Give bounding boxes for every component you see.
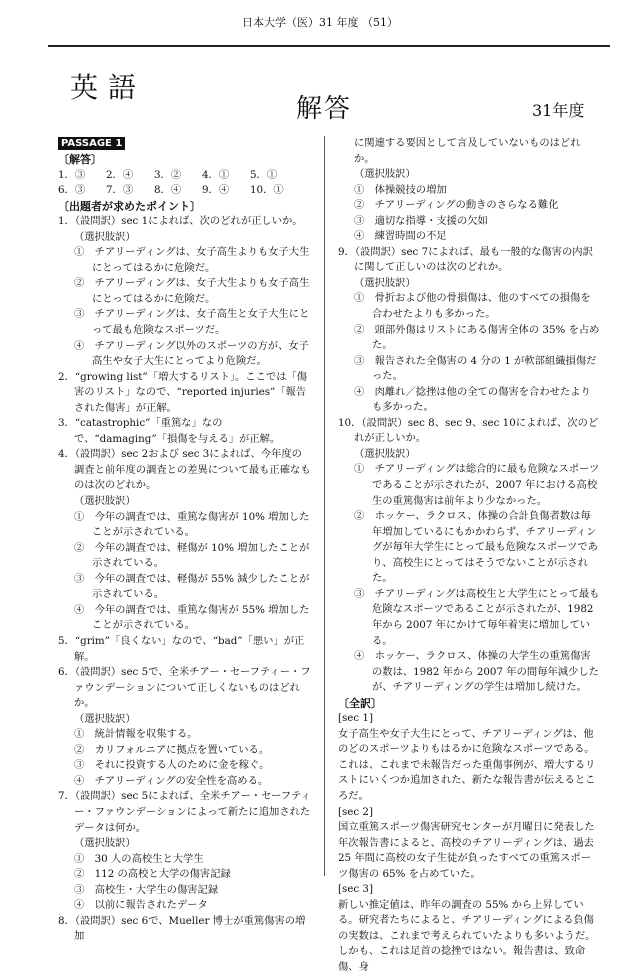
answer-item: 10．① [250,184,284,197]
question-item: 6．（設問訳）sec 5で、全米チアー・セーフティー・ファウンデーションについて正しくないものはどれか。 [58,666,311,710]
option-item: ② チアリーディングは、女子大生よりも女子高生にとってはるかに危険だ。 [74,277,310,305]
answer-item: 6．③ [58,184,86,197]
answer-item: 8．④ [154,184,182,197]
answer-item: 3．② [154,168,182,181]
page-header: 日本大学（医）31 年度 （51） [242,16,398,29]
answer-item: 5．① [250,168,278,181]
option-item: ④ 練習時間の不足 [354,230,447,243]
option-item: ③ 今年の調査では、軽傷が 55% 減少したことが示されている。 [74,572,310,601]
question-item: 8．（設問訳）sec 6で、Mueller 博士が重篤傷害の増加 [58,914,306,943]
option-item: ② カリフォルニアに拠点を置いている。 [74,743,270,756]
sub-label: （選択肢訳） [354,276,416,289]
question-item: 1．（設問訳）sec 1によれば、次のどれが正しいか。 [58,215,303,228]
left-column [58,136,312,945]
section-heading: 〔全訳〕 [338,696,382,710]
translation-paragraph: 国立重篤スポーツ傷害研究センターが月曜日に発表した年次報告書によると、高校のチアリーディングは、過去 25 年間に高校の女子生徒が負ったすべての重篤スポーツ傷害の 65% を占めていた。 [338,821,595,880]
option-item: ② 今年の調査では、軽傷が 10% 増加したことが示されている。 [74,541,310,570]
answer-item: 4．① [202,168,230,181]
translation-paragraph: 新しい推定値は、昨年の調査の 55% から上昇している。研究者たちによると、チアリーディングによる負傷の実数は、これまで考えられていたよりも多いようだ。しかも、これは足首の捻挫ではない。報告書は、致命傷、身 [338,898,596,973]
passage-label: PASSAGE 1 [58,137,125,150]
question-item: 2．“growing list”「増大するリスト」。ここでは「傷害のリスト」なので、“reported injuries”「報告された傷害」が正解。 [58,370,308,414]
year-label: 31年度 [532,101,585,120]
right-column [338,136,600,976]
subject-title: 英語 [70,71,147,104]
answer-item: 1．③ [58,168,86,181]
sub-label: （選択肢訳） [74,712,136,725]
option-item: ② 112 の高校と大学の傷害記録 [74,868,231,881]
option-item: ③ チアリーディングは高校生と大学生にとって最も危険なスポーツであることが示されたが、1982 年から 2007 年にかけて毎年着実に増加している。 [354,587,600,647]
left-body [58,214,312,945]
sub-label: （選択肢訳） [74,837,136,850]
question-item: 9．（設問訳）sec 7によれば、最も一般的な傷害の内訳に関して正しいのは次のどれか。 [338,245,593,274]
option-item: ① 骨折および他の骨損傷は、他のすべての損傷を合わせたよりも多かった。 [354,292,591,321]
sub-label: （選択肢訳） [74,495,136,508]
header-rule [48,45,610,47]
answers-row-1 [58,168,312,184]
answers-row-2 [58,183,312,199]
sub-label: （選択肢訳） [354,168,416,181]
answer-item: 7．③ [106,184,134,197]
sub-label: （選択肢訳） [74,230,136,243]
question-item: 3．“catastrophic”「重篤な」なので、“damaging”「損傷を与える」が正解。 [58,417,281,445]
option-item: ③ 報告された全傷害の 4 分の 1 が軟部組織損傷だった。 [354,354,597,383]
option-item: ① 今年の調査では、重篤な傷害が 10% 増加したことが示されている。 [74,510,310,539]
translation-paragraph: [sec 2] [338,805,374,818]
points-heading: 〔出題者が求めたポイント〕 [58,199,201,213]
sub-label: に関連する要因として言及していないものはどれか。 [354,137,581,165]
option-item: ④ チアリーディング以外のスポーツの方が、女子高生や女子大生にとってより危険だ。 [74,339,309,368]
option-item: ④ 以前に報告されたデータ [74,899,208,912]
option-item: ③ チアリーディングは、女子高生と女子大生にとって最も危険なスポーツだ。 [74,308,310,337]
translation-paragraph: [sec 3] [338,883,374,896]
translation-paragraph: 女子高生や女子大生にとって、チアリーディングは、他のどのスポーツよりもはるかに危険なスポーツである。これは、これまで未報告だった重傷事例が、増大するリストにいくつか追加された、新たな報告書が伝えるところだ。 [338,727,596,802]
answer-item: 9．④ [202,184,230,197]
option-item: ③ それに投資する人のために金を稼ぐ。 [74,759,270,772]
option-item: ④ チアリーディングの安全性を高める。 [74,774,269,787]
option-item: ① 統計情報を収集する。 [74,728,198,741]
question-item: 10．（設問訳）sec 8、sec 9、sec 10によれば、次のどれが正しいか。 [338,416,599,445]
option-item: ① チアリーディングは総合的に最も危険なスポーツであることが示されたが、2007 年における高校生の重篤傷害は前年より少なかった。 [354,463,600,507]
answers-heading: 〔解答〕 [58,153,102,166]
option-item: ① 30 人の高校生と大学生 [74,852,204,865]
option-item: ④ ホッケー、ラクロス、体操の大学生の重篤傷害の数は、1982 年から 2007 年の間毎年減少したが、チアリーディングの学生は増加し続けた。 [354,650,599,694]
option-item: ① 体操競技の増加 [354,183,447,196]
option-item: ③ 高校生・大学生の傷害記録 [74,883,219,896]
right-body [338,136,600,976]
option-item: ② 頭部外傷はリストにある傷害全体の 35% を占めた。 [354,323,600,352]
translation-paragraph: [sec 1] [338,712,374,725]
option-item: ② ホッケー、ラクロス、体操の合計負傷者数は毎年増加しているにもかかわらず、チアリーディングが毎年大学生にとって最も危険なスポーツであり、高校生にとってはそうでないことが示された。 [354,510,598,585]
option-item: ③ 適切な指導・支援の欠如 [354,214,488,227]
sub-label: （選択肢訳） [354,447,416,460]
answer-item: 2．④ [106,168,134,181]
option-item: ② チアリーディングの動きのさらなる難化 [354,199,559,212]
option-item: ① チアリーディングは、女子高生よりも女子大生にとってはるかに危険だ。 [74,246,310,274]
answer-title: 解答 [296,94,353,124]
option-item: ④ 肉離れ／捻挫は他の全ての傷害を合わせたよりも多かった。 [354,385,591,414]
option-item: ④ 今年の調査では、重篤な傷害が 55% 増加したことが示されている。 [74,603,310,632]
question-item: 7．（設問訳）sec 5によれば、全米チアー・セーフティー・ファウンデーションによって新たに追加されたデータは何か。 [58,790,311,834]
column-divider [324,136,325,876]
question-item: 5．“grim”「良くない」なので、“bad”「悪い」が正解。 [58,634,305,663]
question-item: 4．（設問訳）sec 2および sec 3によれば、今年度の調査と前年度の調査との差異について最も正確なものは次のどれか。 [58,448,311,492]
